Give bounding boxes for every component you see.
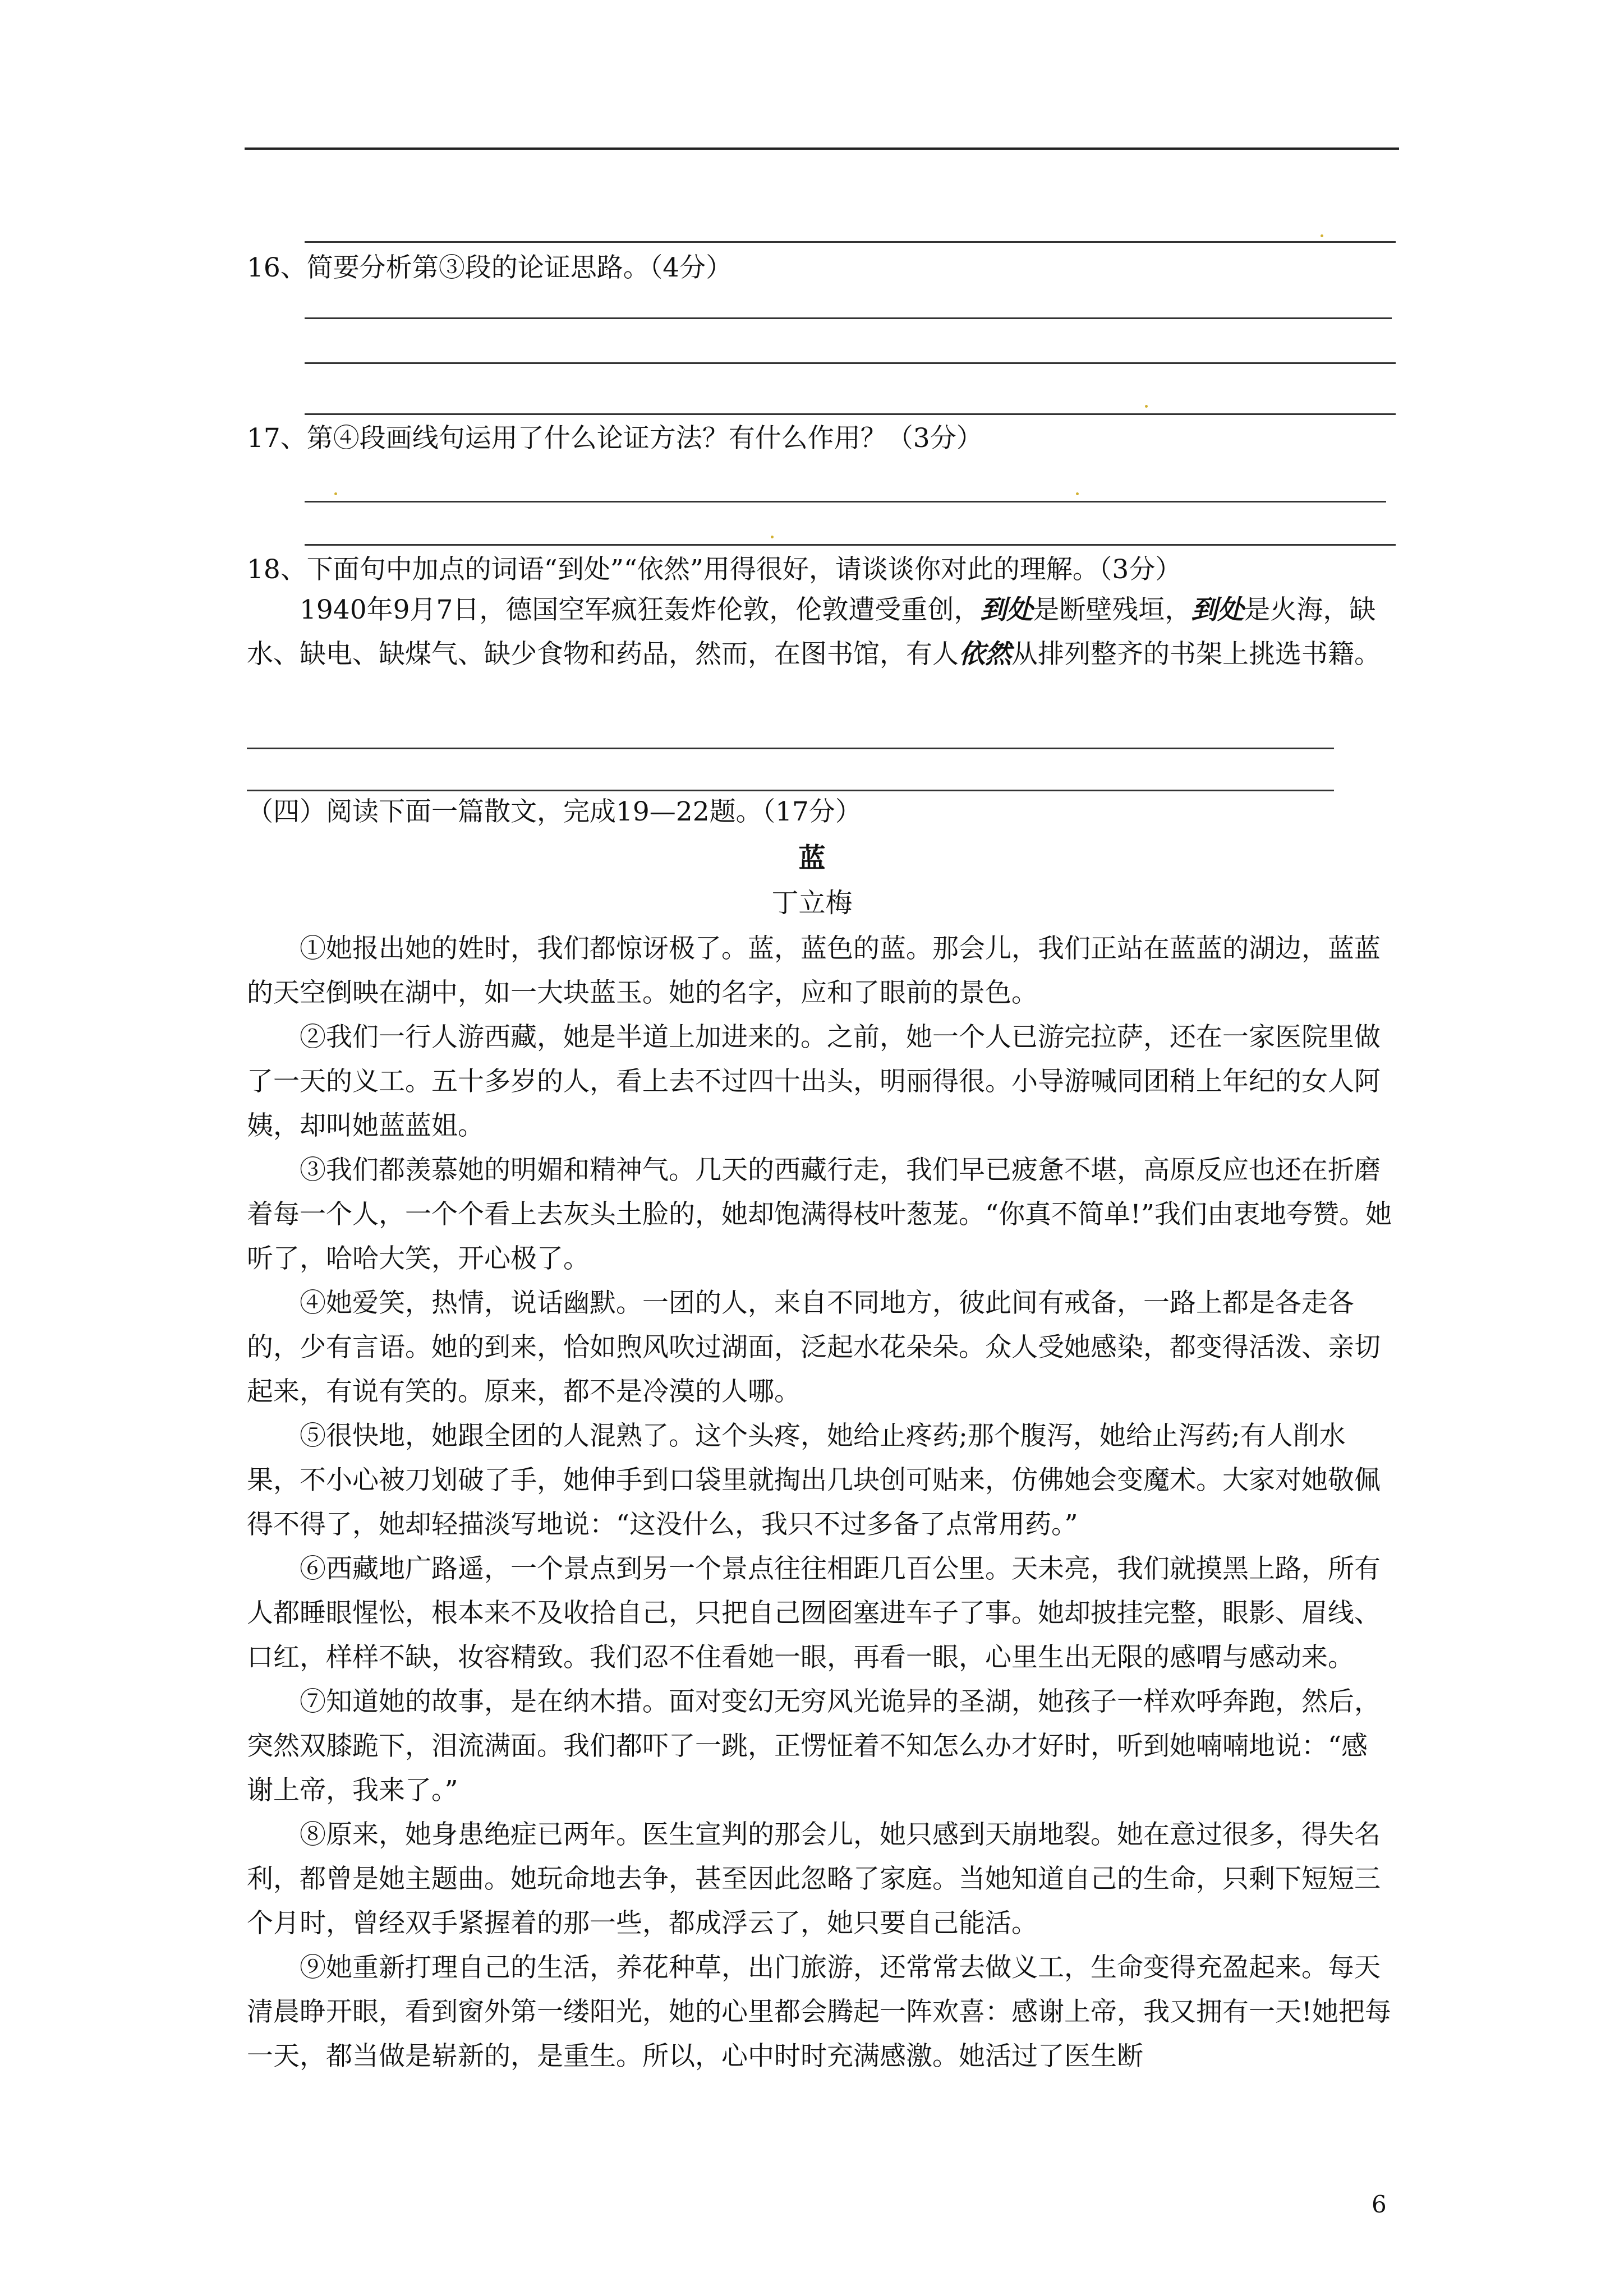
paragraph: ④她爱笑，热情，说话幽默。一团的人，来自不同地方，彼此间有戒备，一路上都是各走各的，少有言语。她的到来，恰如煦风吹过湖面，泛起水花朵朵。众人受她感染，都变得活泼、亲切起来，有说有笑的。原来，都不是冷漠的人哪。 [247,1288,1381,1407]
paragraph: ⑦知道她的故事，是在纳木措。面对变幻无穷风光诡异的圣湖，她孩子一样欢呼奔跑，然后，突然双膝跪下，泪流满面。我们都吓了一跳，正愣怔着不知怎么办才好时，听到她喃喃地说：“感谢上帝，我来了。” [247,1686,1381,1806]
paragraph: ⑤很快地，她跟全团的人混熟了。这个头疼，她给止疼药;那个腹泻，她给止泻药;有人削水果，不小心被刀划破了手，她伸手到口袋里就掏出几块创可贴来，仿佛她会变魔术。大家对她敬佩得不得了，她却轻描淡写地说：“这没什么，我只不过多备了点常用药。” [247,1421,1381,1540]
speck [1076,492,1079,495]
quote-text: 是断壁残垣， [1033,594,1191,625]
answer-line [305,413,1396,415]
paragraph: ⑧原来，她身患绝症已两年。医生宣判的那会儿，她只感到天崩地裂。她在意过很多，得失名利，都曾是她主题曲。她玩命地去争，甚至因此忽略了家庭。当她知道自己的生命，只剩下短短三个月时，曾经双手紧握着的那一些，都成浮云了，她只要自己能活。 [247,1819,1381,1939]
section-heading: （四）阅读下面一篇散文，完成19—22题。（17分） [247,796,862,827]
header-rule [245,147,1399,150]
answer-line [247,748,1334,749]
speck [334,492,337,495]
question-17: 17、第④段画线句运用了什么论证方法？有什么作用？（3分） [247,423,983,454]
answer-line [305,501,1386,502]
speck [1145,405,1148,408]
answer-line [305,317,1392,319]
paragraph: ⑨她重新打理自己的生活，养花种草，出门旅游，还常常去做义工，生命变得充盈起来。每天清晨睁开眼，看到窗外第一缕阳光，她的心里都会腾起一阵欢喜：感谢上帝，我又拥有一天!她把每一天，都当做是崭新的，是重生。所以，心中时时充满感激。她活过了医生断 [247,1952,1391,2072]
answer-line [305,241,1396,243]
question-18-quote [247,588,1394,676]
question-18: 18、下面句中加点的词语“到处”“依然”用得很好，请谈谈你对此的理解。（3分） [247,554,1182,585]
paragraph: ①她报出她的姓时，我们都惊讶极了。蓝，蓝色的蓝。那会儿，我们正站在蓝蓝的湖边，蓝蓝的天空倒映在湖中，如一大块蓝玉。她的名字，应和了眼前的景色。 [247,933,1381,1008]
paragraph: ②我们一行人游西藏，她是半道上加进来的。之前，她一个人已游完拉萨，还在一家医院里做了一天的义工。五十多岁的人，看上去不过四十出头，明丽得很。小导游喊同团稍上年纪的女人阿姨，却叫她蓝蓝姐。 [247,1022,1381,1141]
essay-body [247,926,1394,2078]
page-number: 6 [1372,2191,1387,2218]
quote-text: 1940年9月7日，德国空军疯狂轰炸伦敦，伦敦遭受重创， [300,594,981,625]
dotted-word: 到处 [1191,594,1244,625]
quote-text: 从排列整齐的书架上挑选书籍。 [1011,639,1381,670]
question-16: 16、简要分析第③段的论证思路。（4分） [247,252,733,283]
paragraph: ③我们都羡慕她的明媚和精神气。几天的西藏行走，我们早已疲惫不堪，高原反应也还在折磨着每一个人，一个个看上去灰头土脸的，她却饱满得枝叶葱茏。“你真不简单!”我们由衷地夸赞。她听了，哈哈大笑，开心极了。 [247,1155,1392,1274]
speck [771,536,774,538]
answer-line [305,544,1396,546]
essay-title: 蓝 [798,842,826,874]
answer-line [247,790,1334,791]
essay-author: 丁立梅 [771,887,853,919]
speck [1321,234,1323,237]
answer-line [305,362,1396,364]
dotted-word: 到处 [980,594,1033,625]
quote-text: 是火海，缺水、缺电、缺煤气、缺少食物和药品，然而，在图书馆，有人 [247,594,1376,670]
paragraph: ⑥西藏地广路遥，一个景点到另一个景点往往相距几百公里。天未亮，我们就摸黑上路，所有人都睡眼惺忪，根本来不及收拾自己，只把自己囫囵塞进车子了事。她却披挂完整，眼影、眉线、口红，样样不缺，妆容精致。我们忍不住看她一眼，再看一眼，心里生出无限的感喟与感动来。 [247,1553,1381,1673]
dotted-word: 依然 [959,639,1011,670]
